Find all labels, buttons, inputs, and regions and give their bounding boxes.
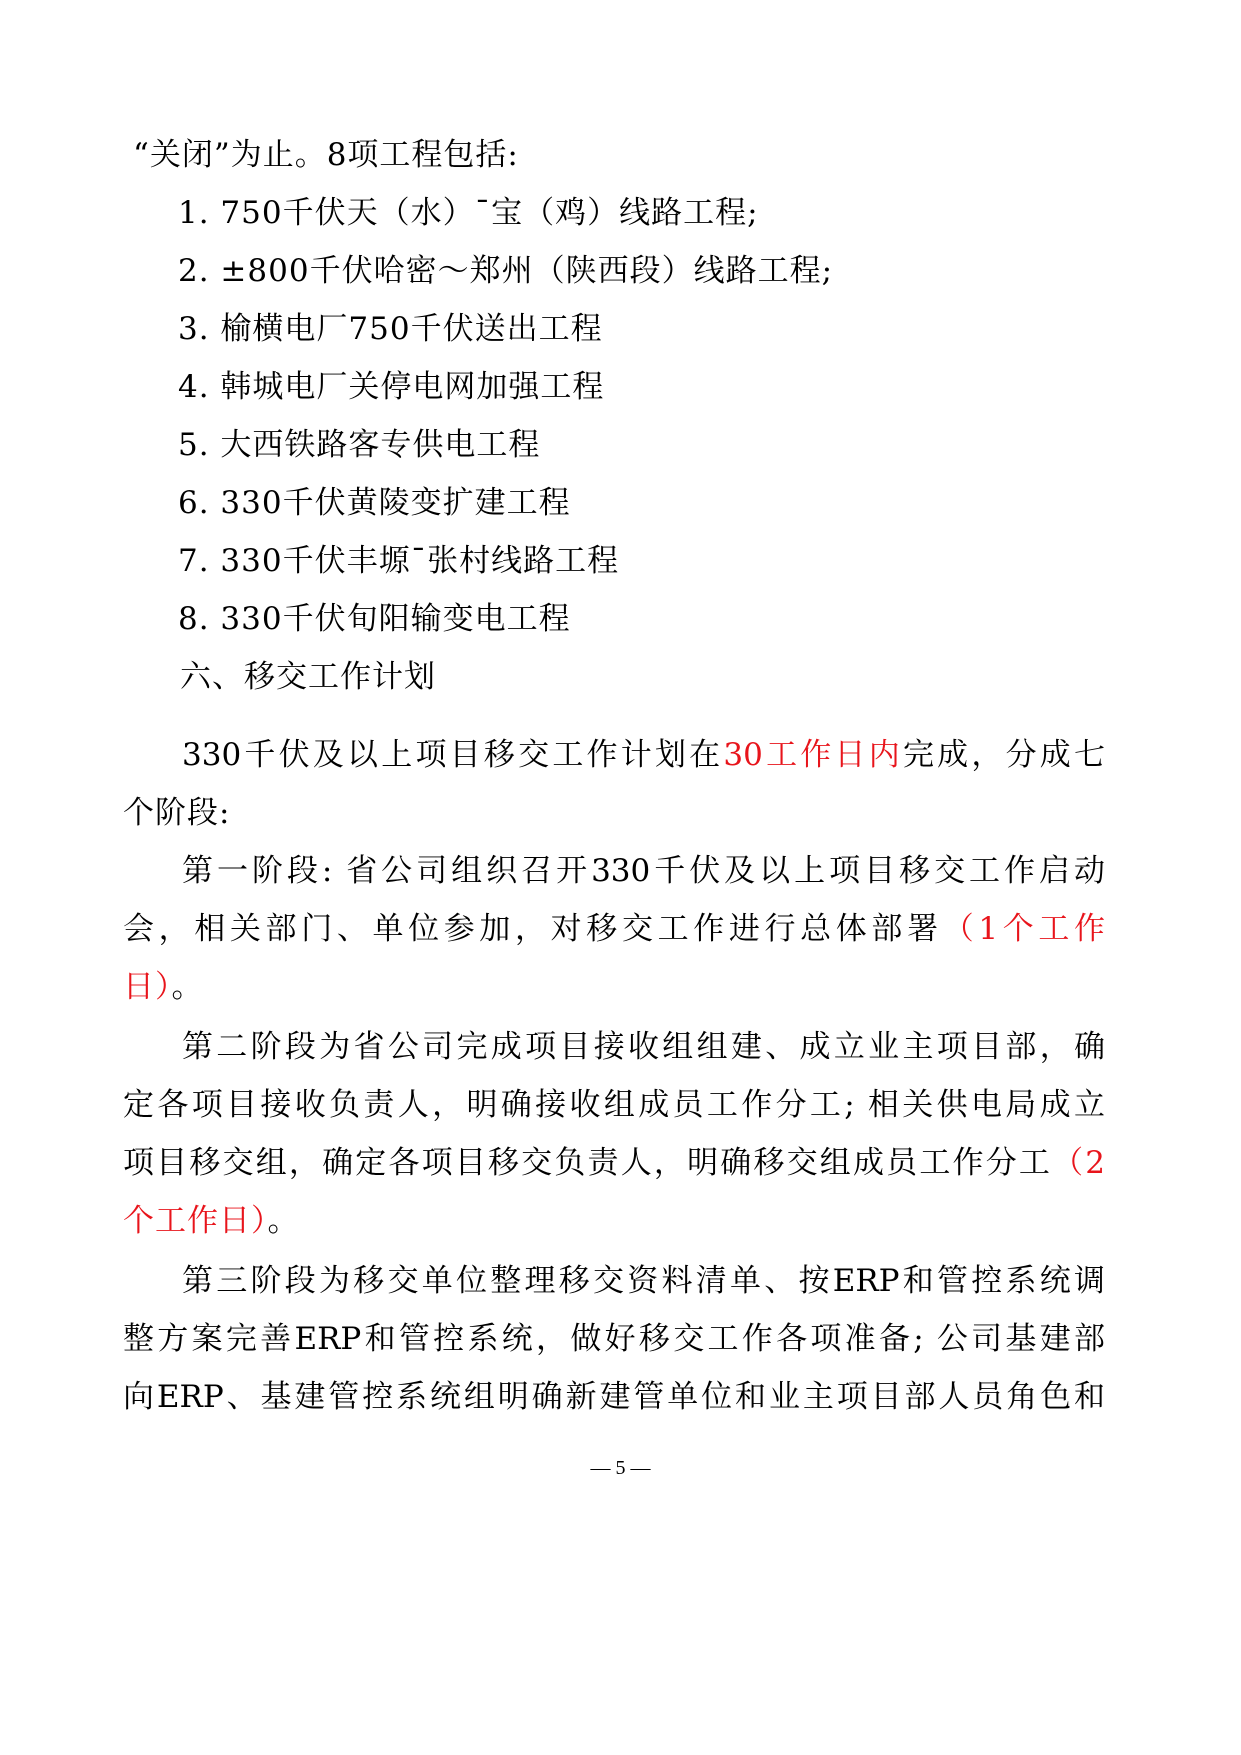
stage1-period: 。 xyxy=(171,969,204,1005)
project-item-4: 4. 韩城电厂关停电网加强工程 xyxy=(178,369,605,405)
project-item-5: 5. 大西铁路客专供电工程 xyxy=(178,427,541,463)
stage2-line-1: 第二阶段为省公司完成项目接收组组建、成立业主项目部，确 xyxy=(182,1029,1105,1065)
stage3-line-1: 第三阶段为移交单位整理移交资料清单、按ERP和管控系统调 xyxy=(182,1263,1105,1299)
project-item-1: 1. 750千伏天（水）¯宝（鸡）线路工程; xyxy=(178,195,759,231)
project-item-3: 3. 榆横电厂750千伏送出工程 xyxy=(178,311,603,347)
stage2-duration-end: 个工作日） xyxy=(123,1203,268,1239)
stage1-line-1: 第一阶段: 省公司组织召开330千伏及以上项目移交工作启动 xyxy=(182,853,1105,889)
stage2-period: 。 xyxy=(267,1203,300,1239)
project-item-6: 6. 330千伏黄陵变扩建工程 xyxy=(178,485,571,521)
stage1-duration-highlight: （1个工作 xyxy=(942,911,1105,947)
project-item-7: 7. 330千伏丰塬¯张村线路工程 xyxy=(178,543,620,579)
page-number: — 5 — xyxy=(590,1457,651,1479)
stage1-text: 会，相关部门、单位参加，对移交工作进行总体部署 xyxy=(123,911,943,947)
stage3-line-2: 整方案完善ERP和管控系统，做好移交工作各项准备; 公司基建部 xyxy=(123,1321,1105,1357)
project-item-2: 2. ±800千伏哈密～郑州（陕西段）线路工程; xyxy=(178,253,834,289)
plan-line-2: 个阶段: xyxy=(123,795,231,831)
section-heading: 六、移交工作计划 xyxy=(180,659,436,695)
stage2-line-4 xyxy=(123,1201,1241,1241)
stage3-line-3: 向ERP、基建管控系统组明确新建管单位和业主项目部人员角色和 xyxy=(123,1379,1105,1415)
project-item-8: 8. 330千伏旬阳输变电工程 xyxy=(178,601,571,637)
stage1-line-3 xyxy=(123,967,1241,1007)
stage2-text: 项目移交组，确定各项目移交负责人，明确移交组成员工作分工 xyxy=(123,1145,1053,1181)
intro-line: “关闭”为止。8项工程包括: xyxy=(133,137,519,173)
stage2-line-2: 定各项目接收负责人，明确接收组成员工作分工; 相关供电局成立 xyxy=(123,1087,1105,1123)
stage2-duration-highlight: （2 xyxy=(1052,1145,1105,1181)
stage1-line-2 xyxy=(123,909,1105,949)
plan-duration-highlight: 30工作日内 xyxy=(723,737,903,773)
plan-line-1 xyxy=(182,735,1105,775)
stage2-line-3 xyxy=(123,1143,1105,1183)
plan-text-a: 330千伏及以上项目移交工作计划在 xyxy=(182,737,724,773)
stage1-duration-end: 日） xyxy=(123,969,172,1005)
plan-text-b: 完成，分成七 xyxy=(902,737,1106,773)
